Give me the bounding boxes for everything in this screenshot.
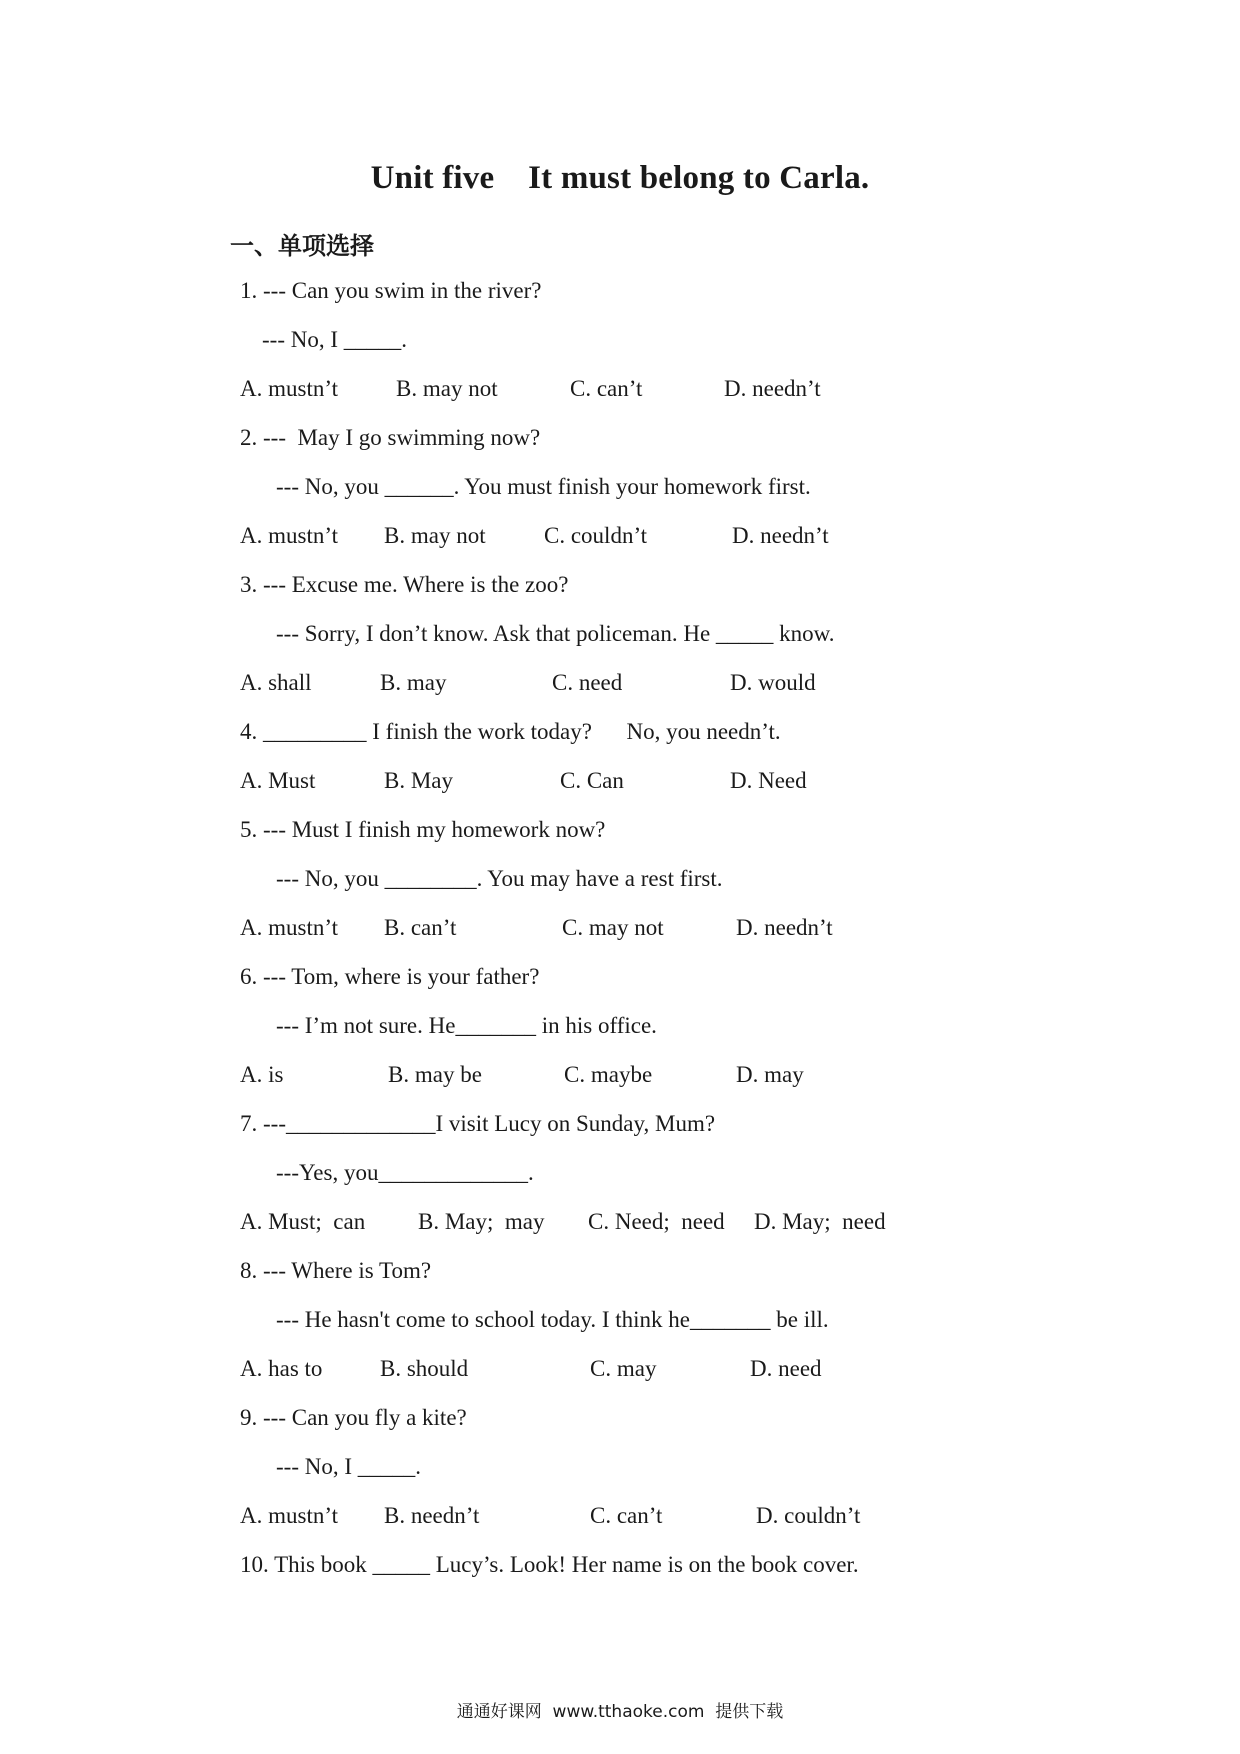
- question-1-option-d: D. needn’t: [724, 376, 821, 401]
- question-2-stem: 2. --- May I go swimming now?: [240, 425, 541, 450]
- question-3-option-d: D. would: [730, 670, 816, 695]
- question-3-stem: 3. --- Excuse me. Where is the zoo?: [240, 572, 569, 597]
- question-7-stem: 7. ---_____________I visit Lucy on Sunday, Mum?: [240, 1111, 716, 1136]
- question-2-reply: --- No, you ______. You must finish your homework first.: [276, 474, 811, 499]
- question-3-option-c: C. need: [552, 670, 623, 695]
- question-2-option-a: A. mustn’t: [240, 523, 338, 548]
- question-1-reply: --- No, I _____.: [262, 327, 407, 352]
- question-8-option-c: C. may: [590, 1356, 657, 1381]
- question-4-option-d: D. Need: [730, 768, 807, 793]
- question-10-stem: 10. This book _____ Lucy’s. Look! Her name is on the book cover.: [240, 1552, 859, 1577]
- page-footer: 通通好课网 www.tthaoke.com 提供下载: [456, 1702, 784, 1722]
- question-3-option-b: B. may: [380, 670, 447, 695]
- question-7-reply: ---Yes, you_____________.: [276, 1160, 534, 1185]
- question-5-option-b: B. can’t: [384, 915, 457, 940]
- question-8-option-b: B. should: [380, 1356, 469, 1381]
- question-7-option-c: C. Need; need: [588, 1209, 725, 1234]
- section-heading: 一、单项选择: [230, 232, 374, 260]
- question-6-option-b: B. may be: [388, 1062, 482, 1087]
- question-5-option-a: A. mustn’t: [240, 915, 338, 940]
- question-6-stem: 6. --- Tom, where is your father?: [240, 964, 540, 989]
- question-1-option-c: C. can’t: [570, 376, 643, 401]
- question-2-option-d: D. needn’t: [732, 523, 829, 548]
- question-8-option-d: D. need: [750, 1356, 822, 1381]
- question-3-option-a: A. shall: [240, 670, 312, 695]
- question-6-option-a: A. is: [240, 1062, 284, 1087]
- question-8-option-a: A. has to: [240, 1356, 323, 1381]
- question-7-option-b: B. May; may: [418, 1209, 545, 1234]
- question-4-option-c: C. Can: [560, 768, 624, 793]
- question-6-option-c: C. maybe: [564, 1062, 653, 1087]
- question-2-option-c: C. couldn’t: [544, 523, 648, 548]
- question-7-option-a: A. Must; can: [240, 1209, 366, 1234]
- question-1-option-b: B. may not: [396, 376, 498, 401]
- question-9-reply: --- No, I _____.: [276, 1454, 421, 1479]
- question-8-stem: 8. --- Where is Tom?: [240, 1258, 432, 1283]
- question-1-option-a: A. mustn’t: [240, 376, 338, 401]
- question-2-option-b: B. may not: [384, 523, 486, 548]
- question-1-stem: 1. --- Can you swim in the river?: [240, 278, 542, 303]
- question-4-option-b: B. May: [384, 768, 453, 793]
- question-4-stem: 4. _________ I finish the work today? No, you needn’t.: [240, 719, 781, 744]
- question-6-option-d: D. may: [736, 1062, 804, 1087]
- question-9-option-a: A. mustn’t: [240, 1503, 338, 1528]
- question-3-reply: --- Sorry, I don’t know. Ask that policeman. He _____ know.: [276, 621, 835, 646]
- question-5-stem: 5. --- Must I finish my homework now?: [240, 817, 606, 842]
- question-5-reply: --- No, you ________. You may have a rest first.: [276, 866, 723, 891]
- question-9-option-c: C. can’t: [590, 1503, 663, 1528]
- question-9-option-d: D. couldn’t: [756, 1503, 861, 1528]
- question-7-option-d: D. May; need: [754, 1209, 886, 1234]
- question-4-option-a: A. Must: [240, 768, 316, 793]
- question-8-reply: --- He hasn't come to school today. I think he_______ be ill.: [276, 1307, 829, 1332]
- question-9-stem: 9. --- Can you fly a kite?: [240, 1405, 467, 1430]
- page-title: Unit five It must belong to Carla.: [370, 160, 870, 196]
- question-9-option-b: B. needn’t: [384, 1503, 480, 1528]
- question-6-reply: --- I’m not sure. He_______ in his office.: [276, 1013, 657, 1038]
- question-5-option-c: C. may not: [562, 915, 664, 940]
- question-5-option-d: D. needn’t: [736, 915, 833, 940]
